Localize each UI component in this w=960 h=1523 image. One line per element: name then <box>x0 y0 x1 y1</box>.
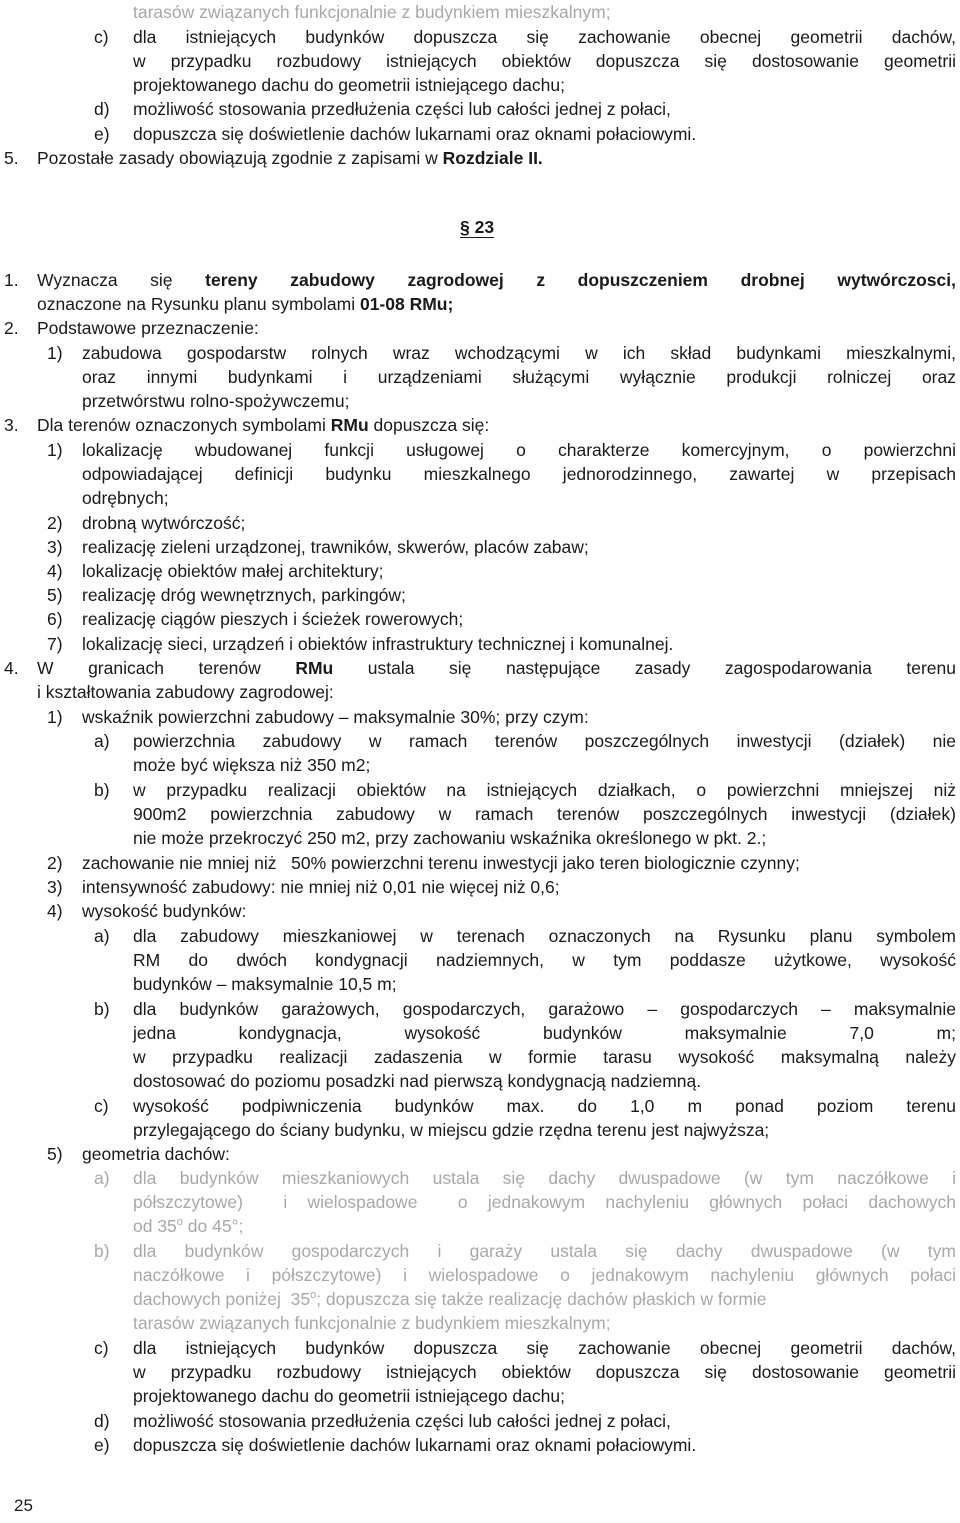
text-run: Dla terenów oznaczonych symbolami <box>37 415 331 435</box>
item-label: 2) <box>47 853 63 873</box>
text-run: Pozostałe zasady obowiązują zgodnie z zapisami w <box>37 148 443 168</box>
paragraph-line: projektowanego dachu do geometrii istniejącego dachu; <box>133 1386 565 1406</box>
paragraph-line <box>37 268 956 292</box>
paragraph-line: realizację dróg wewnętrznych, parkingów; <box>82 585 406 605</box>
paragraph-line: realizację ciągów pieszych i ścieżek rowerowych; <box>82 609 464 629</box>
paragraph-line: i kształtowania zabudowy zagrodowej: <box>37 682 334 702</box>
item-label: e) <box>94 1435 110 1455</box>
item-label: 7) <box>47 634 63 654</box>
page-number: 25 <box>14 1496 33 1515</box>
degree-superscript: o <box>310 1289 317 1301</box>
paragraph-line: 900m2 powierzchnia zabudowy w ramach terenów poszczególnych inwestycji (działek) <box>133 804 956 824</box>
paragraph-line: budynków – maksymalnie 10,5 m; <box>133 974 397 994</box>
paragraph-line: lokalizację sieci, urządzeń i obiektów infrastruktury technicznej i komunalnej. <box>82 634 674 654</box>
paragraph-line: dla budynków mieszkaniowych ustala się dachy dwuspadowe (w tym naczółkowe i <box>133 1168 956 1188</box>
paragraph-line <box>37 146 543 170</box>
paragraph-line: powierzchnia zabudowy w ramach terenów poszczególnych inwestycji (działek) nie <box>133 731 956 751</box>
item-label: a) <box>94 926 110 946</box>
bold-text: Rozdziale II. <box>442 148 543 168</box>
paragraph-line: wskaźnik powierzchni zabudowy – maksymalnie 30%; przy czym: <box>82 707 589 727</box>
paragraph-line: tarasów związanych funkcjonalnie z budynkiem mieszkalnym; <box>133 1313 611 1333</box>
paragraph-line: może być większa niż 350 m2; <box>133 755 371 775</box>
paragraph-line: zachowanie nie mniej niż 50% powierzchni terenu inwestycji jako teren biologicznie czynny; <box>82 853 800 873</box>
text-run: ; dopuszcza się także realizację dachów płaskich w formie <box>316 1289 767 1309</box>
paragraph-line: dopuszcza się doświetlenie dachów lukarnami oraz oknami połaciowymi. <box>133 124 697 144</box>
continuation-line: tarasów związanych funkcjonalnie z budynkiem mieszkalnym; <box>133 2 611 22</box>
paragraph-line: przetwórstwu rolno-spożywczemu; <box>82 391 350 411</box>
item-label: 5. <box>4 148 19 168</box>
paragraph-line: przylegającego do ściany budynku, w miejscu gdzie rzędna terenu jest najwyższa; <box>133 1120 770 1140</box>
paragraph-line: wysokość budynków: <box>82 901 247 921</box>
paragraph-line: wysokość podpiwniczenia budynków max. do 1,0 m ponad poziom terenu <box>133 1096 956 1116</box>
degree-superscript: o <box>176 1216 183 1228</box>
item-label: 1) <box>47 707 63 727</box>
paragraph-line: w przypadku realizacji obiektów na istniejących działkach, o powierzchni mniejszej niż <box>133 780 956 800</box>
paragraph-line: w przypadku rozbudowy istniejących obiektów dopuszcza się dostosowanie geometrii <box>133 1362 956 1382</box>
paragraph-line: w przypadku realizacji zadaszenia w formie tarasu wysokość maksymalną należy <box>133 1047 956 1067</box>
paragraph-line: intensywność zabudowy: nie mniej niż 0,01 nie więcej niż 0,6; <box>82 877 560 897</box>
bold-text: tereny zabudowy zagrodowej z dopuszczeniem drobnej wytwórczosci, <box>205 270 956 290</box>
bold-text: 01-08 RMu; <box>359 294 454 314</box>
paragraph-line: odrębnych; <box>82 488 169 508</box>
item-label: d) <box>94 1411 110 1431</box>
text-run: Wyznacza się <box>37 270 206 290</box>
item-label: 1) <box>47 343 63 363</box>
item-label: 4) <box>47 561 63 581</box>
text-run: od 35 <box>133 1216 177 1236</box>
item-label: c) <box>94 1338 109 1358</box>
item-label: d) <box>94 99 110 119</box>
paragraph-line: dla zabudowy mieszkaniowej w terenach oznaczonych na Rysunku planu symbolem <box>133 926 956 946</box>
paragraph-line <box>37 656 956 680</box>
paragraph-line: dostosować do poziomu posadzki nad pierwszą kondygnacją nadziemną. <box>133 1071 702 1091</box>
paragraph-line: w przypadku rozbudowy istniejących obiektów dopuszcza się dostosowanie geometrii <box>133 51 956 71</box>
item-label: 4) <box>47 901 63 921</box>
paragraph-line: półszczytowe) i wielospadowe o jednakowym nachyleniu głównych połaci dachowych <box>133 1192 956 1212</box>
item-label: a) <box>94 1168 110 1188</box>
text-run: dachowych poniżej 35 <box>133 1289 311 1309</box>
bold-text: RMu <box>330 415 369 435</box>
text-run: do 45°; <box>182 1216 244 1236</box>
item-label: b) <box>94 780 110 800</box>
item-label: 3) <box>47 537 63 557</box>
paragraph-line: dopuszcza się doświetlenie dachów lukarnami oraz oknami połaciowymi. <box>133 1435 697 1455</box>
item-label: 3) <box>47 877 63 897</box>
item-label: c) <box>94 1096 109 1116</box>
bold-text: RMu <box>295 658 334 678</box>
paragraph-line: drobną wytwórczość; <box>82 513 246 533</box>
paragraph-line: oraz innymi budynkami i urządzeniami służącymi wyłącznie produkcji rolniczej oraz <box>82 367 956 387</box>
paragraph-line: dla budynków gospodarczych i garaży ustala się dachy dwuspadowe (w tym <box>133 1241 956 1261</box>
paragraph-line: możliwość stosowania przedłużenia części lub całości jednej z połaci, <box>133 1411 671 1431</box>
item-label: 1. <box>4 270 19 290</box>
paragraph-line: zabudowa gospodarstw rolnych wraz wchodzącymi w ich skład budynkami mieszkalnymi, <box>82 343 956 363</box>
text-run: oznaczone na Rysunku planu symbolami <box>37 294 360 314</box>
item-label: 6) <box>47 609 63 629</box>
item-label: 4. <box>4 658 19 678</box>
paragraph-line: nie może przekroczyć 250 m2, przy zachowaniu wskaźnika określonego w pkt. 2.; <box>133 828 767 848</box>
item-label: 3. <box>4 415 19 435</box>
item-label: c) <box>94 27 109 47</box>
paragraph-line <box>133 1214 243 1238</box>
paragraph-line <box>37 413 489 437</box>
paragraph-line: możliwość stosowania przedłużenia części lub całości jednej z połaci, <box>133 99 671 119</box>
paragraph-line <box>133 1287 767 1311</box>
paragraph-line: naczółkowe i półszczytowe) i wielospadowe o jednakowym nachyleniu głównych połaci <box>133 1265 956 1285</box>
text-run: ustala się następujące zasady zagospodarowania terenu <box>333 658 956 678</box>
paragraph-line: RM do dwóch kondygnacji nadziemnych, w tym poddasze użytkowe, wysokość <box>133 950 956 970</box>
paragraph-line: lokalizację wbudowanej funkcji usługowej o charakterze komercyjnym, o powierzchni <box>82 440 956 460</box>
paragraph-line: odpowiadającej definicji budynku mieszkalnego jednorodzinnego, zawartej w przepisach <box>82 464 956 484</box>
item-label: 2) <box>47 513 63 533</box>
paragraph-line <box>37 292 453 316</box>
section-heading: § 23 <box>460 217 495 237</box>
paragraph-line: projektowanego dachu do geometrii istniejącego dachu; <box>133 75 565 95</box>
item-label: e) <box>94 124 110 144</box>
paragraph-line: lokalizację obiektów małej architektury; <box>82 561 384 581</box>
paragraph-line: dla istniejących budynków dopuszcza się zachowanie obecnej geometrii dachów, <box>133 27 956 47</box>
item-label: 5) <box>47 1144 63 1164</box>
item-label: b) <box>94 1241 110 1261</box>
item-label: 5) <box>47 585 63 605</box>
item-label: a) <box>94 731 110 751</box>
paragraph-line: jedna kondygnacja, wysokość budynków maksymalnie 7,0 m; <box>133 1023 956 1043</box>
paragraph-line: Podstawowe przeznaczenie: <box>37 318 259 338</box>
item-label: 2. <box>4 318 19 338</box>
paragraph-line: dla istniejących budynków dopuszcza się zachowanie obecnej geometrii dachów, <box>133 1338 956 1358</box>
paragraph-line: dla budynków garażowych, gospodarczych, garażowo – gospodarczych – maksymalnie <box>133 999 956 1019</box>
item-label: 1) <box>47 440 63 460</box>
paragraph-line: geometria dachów: <box>82 1144 230 1164</box>
paragraph-line: realizację zieleni urządzonej, trawników, skwerów, placów zabaw; <box>82 537 589 557</box>
text-run: dopuszcza się: <box>368 415 490 435</box>
text-run: W granicach terenów <box>37 658 296 678</box>
item-label: b) <box>94 999 110 1019</box>
